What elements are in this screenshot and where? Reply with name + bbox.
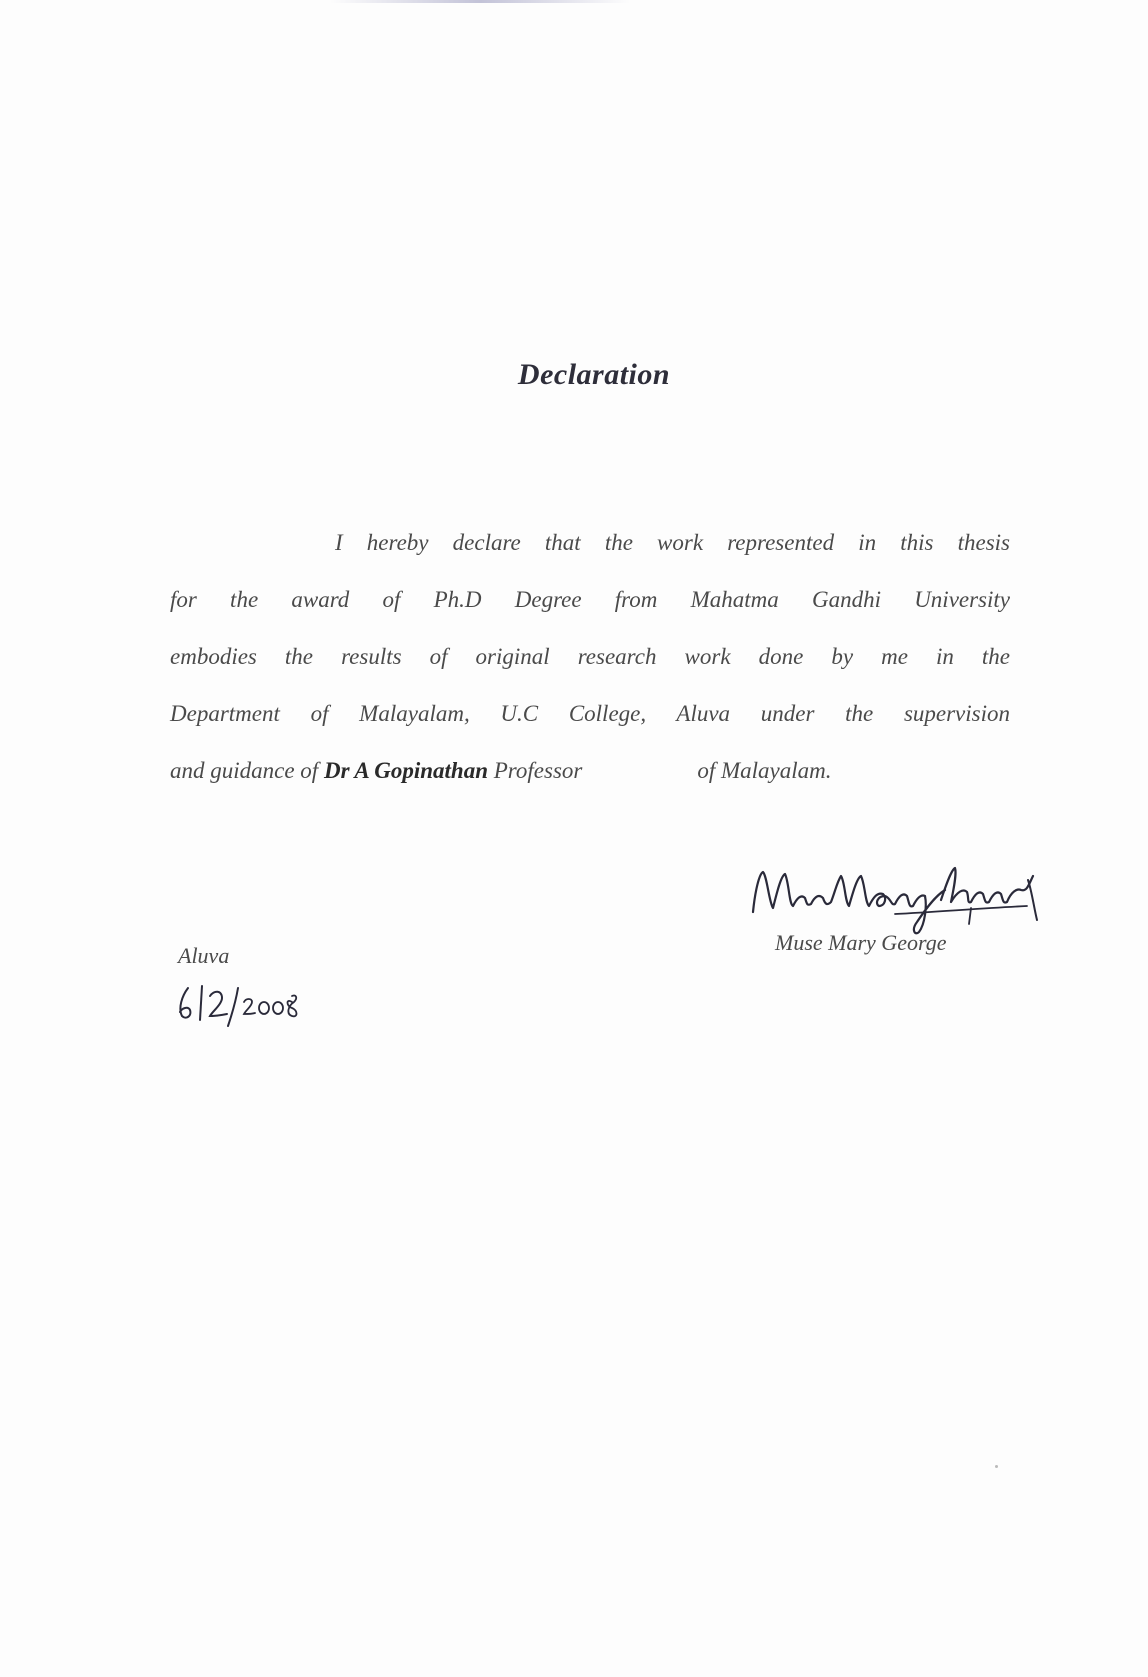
scan-artifact (330, 0, 630, 3)
declaration-line-1: I hereby declare that the work represented in this thesis (335, 530, 1010, 555)
supervisor-role: Professor (488, 758, 583, 783)
declaration-line-5 (170, 756, 1010, 813)
place-label: Aluva (178, 943, 230, 968)
declaration-line-3: embodies the results of original research work done by me in the (170, 644, 1010, 669)
supervisor-name: Dr A Gopinathan (323, 758, 488, 783)
declaration-line-4: Department of Malayalam, U.C College, Aluva under the supervision (170, 701, 1010, 726)
line-5-prefix: and guidance of (170, 758, 324, 783)
scan-speck (995, 1465, 998, 1468)
line-5-suffix: of Malayalam. (697, 758, 832, 783)
handwritten-date (172, 980, 322, 1033)
declaration-line-2: for the award of Ph.D Degree from Mahatma Gandhi University (170, 587, 1010, 612)
page-title: Declaration (517, 358, 671, 391)
handwritten-date-icon (172, 980, 322, 1028)
declaration-body (170, 528, 1010, 813)
signatory-name: Muse Mary George (775, 930, 947, 955)
